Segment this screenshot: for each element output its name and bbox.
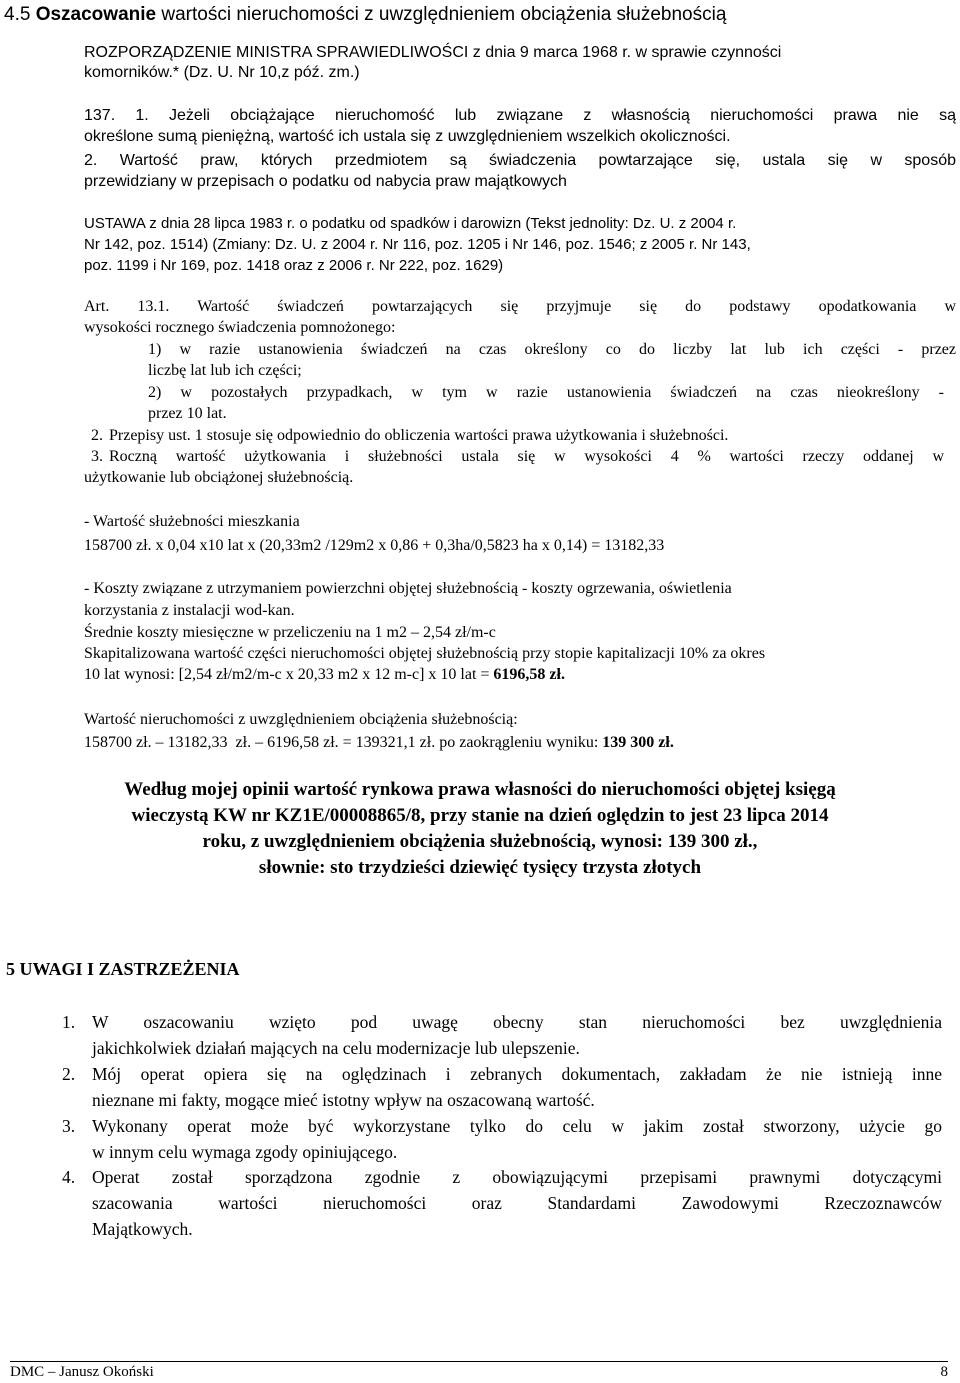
section-title (4, 4, 726, 26)
section-title-rest: wartości nieruchomości z uwzględnieniem obciążenia służebnością (161, 4, 727, 25)
conclusion-line-3: roku, z uwzględnieniem obciążenia służebnością, wynosi: 139 300 zł., (202, 831, 758, 852)
remark-4-number: 4. (62, 1167, 76, 1187)
remark-1-line-1: W oszacowaniu wzięto pod uwagę obecny stan nieruchomości bez uwzględnienia (92, 1012, 942, 1032)
art13-p2-number: 2. (91, 427, 103, 444)
ustawa-line-2: Nr 142, poz. 1514) (Zmiany: Dz. U. z 2004 r. Nr 116, poz. 1205 i Nr 146, poz. 1546; z 2005 r. Nr 143, (84, 236, 751, 253)
remark-2-number: 2. (62, 1064, 76, 1084)
remark-2-line-2: nieznane mi fakty, mogące mieć istotny wpływ na oszacowaną wartość. (92, 1090, 595, 1110)
art13-line-2: wysokości rocznego świadczenia pomnożonego: (84, 319, 396, 336)
capitalized-value: 6196,58 zł. (493, 666, 565, 683)
art13-p3-number: 3. (91, 448, 103, 465)
remark-3-line-2: w innym celu wymaga zgody opiniującego. (92, 1142, 398, 1162)
art13-p3-line-1: Roczną wartość użytkowania i służebności ustala się w wysokości 4 % wartości rzeczy oddanej w (109, 448, 944, 465)
art13-item1-line-1: 1) w razie ustanowienia świadczeń na czas określony co do liczby lat lub ich części - przez (148, 341, 956, 358)
para137-line-2: określone sumą pieniężną, wartość ich ustala się z uwzględnieniem wszelkich okoliczności. (84, 128, 731, 145)
value-heading: Wartość nieruchomości z uwzględnieniem obciążenia służebnością: (84, 711, 518, 728)
art13-item1-line-2: liczbę lat lub ich części; (148, 362, 302, 379)
capitalized-line-1: Skapitalizowana wartość części nieruchomości objętej służebnością przy stopie kapitalizacji 10% za okres (84, 645, 766, 662)
conclusion-line-2: wieczystą KW nr KZ1E/00008865/8, przy stanie na dzień oględzin to jest 23 lipca 2014 (131, 805, 829, 826)
conclusion-line-4: słownie: sto trzydzieści dziewięć tysięcy trzysta złotych (258, 857, 702, 878)
remark-4-line-2: szacowania wartości nieruchomości oraz Standardami Zawodowymi Rzeczoznawców (92, 1193, 942, 1213)
para137-line-3: 2. Wartość praw, których przedmiotem są świadczenia powtarzające się, ustala się w sposób (84, 152, 956, 169)
art13-p2-text: Przepisy ust. 1 stosuje się odpowiednio do obliczenia wartości prawa użytkowania i służebności. (109, 427, 729, 444)
costs-line-1: - Koszty związane z utrzymaniem powierzchni objętej służebnością - koszty ogrzewania, oświetlenia (84, 580, 732, 597)
ustawa-line-1: USTAWA z dnia 28 lipca 1983 r. o podatku od spadków i darowizn (Tekst jednolity: Dz. U. z 2004 r. (84, 215, 737, 232)
capitalized-line-2-text: 10 lat wynosi: [2,54 zł/m2/m-c x 20,33 m2 x 12 m-c] x 10 lat = (84, 666, 494, 683)
remark-4-line-3: Majątkowych. (92, 1219, 193, 1239)
remark-3-number: 3. (62, 1116, 76, 1136)
art13-item2-line-2: przez 10 lat. (148, 405, 227, 422)
footer-rule (10, 1361, 948, 1362)
costs-line-2: korzystania z instalacji wod-kan. (84, 602, 295, 619)
calc-heading: - Wartość służebności mieszkania (84, 513, 300, 530)
value-line (84, 734, 674, 752)
remark-1-line-2: jakichkolwiek działań mających na celu modernizacje lub ulepszenie. (92, 1038, 580, 1058)
section5-title: 5 UWAGI I ZASTRZEŻENIA (6, 959, 240, 979)
remark-2-line-1: Mój operat opiera się na oględzinach i zebranych dokumentach, zakładam że nie istnieją inne (92, 1064, 942, 1084)
art13-p3-line-2: użytkowanie lub obciążonej służebnością. (84, 469, 354, 486)
conclusion-line-1: Według mojej opinii wartość rynkowa prawa własności do nieruchomości objętej księgą (124, 779, 836, 800)
remark-3-line-1: Wykonany operat może być wykorzystane tylko do celu w jakim został stworzony, użycie go (92, 1116, 942, 1136)
page-number: 8 (940, 1364, 948, 1380)
final-value: 139 300 zł. (602, 734, 674, 751)
remark-4-line-1: Operat został sporządzona zgodnie z obowiązującymi przepisami prawnymi dotyczącymi (92, 1167, 942, 1187)
footer-author: DMC – Janusz Okoński (10, 1364, 154, 1380)
ustawa-line-3: poz. 1199 i Nr 169, poz. 1418 oraz z 2006 r. Nr 222, poz. 1629) (84, 257, 504, 274)
value-line-text: 158700 zł. – 13182,33 zł. – 6196,58 zł. = 139321,1 zł. po zaokrągleniu wyniku: (84, 734, 603, 751)
section-title-lead: Oszacowanie (35, 4, 157, 25)
art13-line-1: Art. 13.1. Wartość świadczeń powtarzających się przyjmuje się do podstawy opodatkowania w (84, 298, 956, 315)
art13-item2-line-1: 2) w pozostałych przypadkach, w tym w razie ustanowienia świadczeń na czas nieokreślony - (148, 384, 944, 401)
regulation-line-2: komorników.* (Dz. U. Nr 10,z póź. zm.) (84, 64, 360, 81)
capitalized-line-2 (84, 666, 565, 684)
para137-line-1: 137. 1. Jeżeli obciążające nieruchomość lub związane z własnością nieruchomości prawa nie są (84, 107, 956, 124)
calc-formula: 158700 zł. x 0,04 x10 lat x (20,33m2 /129m2 x 0,86 + 0,3ha/0,5823 ha x 0,14) = 13182,33 (84, 537, 665, 554)
monthly-costs: Średnie koszty miesięczne w przeliczeniu na 1 m2 – 2,54 zł/m-c (84, 624, 496, 641)
regulation-line-1: ROZPORZĄDZENIE MINISTRA SPRAWIEDLIWOŚCI z dnia 9 marca 1968 r. w sprawie czynności (84, 44, 782, 61)
para137-line-4: przewidziany w przepisach o podatku od nabycia praw majątkowych (84, 173, 567, 190)
section-number: 4.5 (4, 4, 31, 25)
remark-1-number: 1. (62, 1012, 76, 1032)
